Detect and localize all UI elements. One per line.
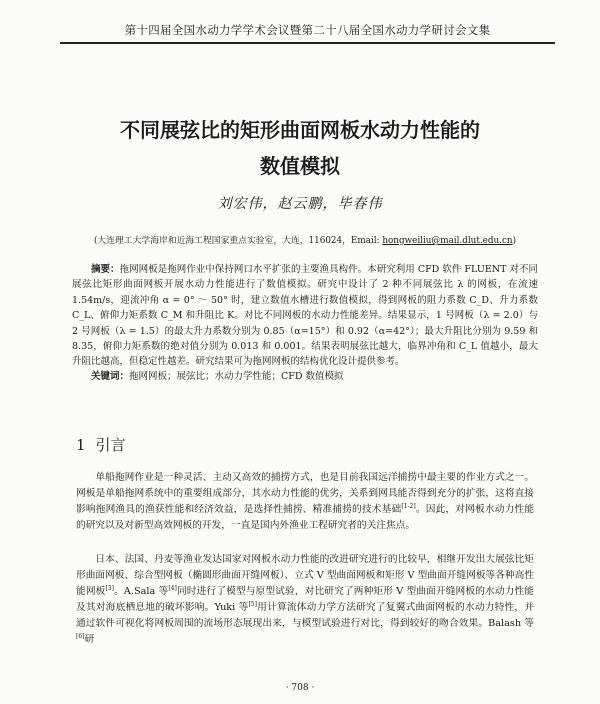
paragraph-2-text-a: 日本、法国、丹麦等渔业发达国家对网板水动力性能的改进研究进行的比较早，相继开发出大展弦比矩形曲面网板、综合型网板（椭圆形曲面开缝网板）、立式 V 型曲面网板和矩形 V 型曲面开缝网板等各种高性能网板 xyxy=(76,554,534,597)
abstract-label: 摘要： xyxy=(91,264,120,275)
section-number: 1 xyxy=(76,436,86,454)
paragraph-2-text-c: 同时进行了模型与原型试验，对比研究了两种矩形 V 型曲面开缝网板的水动力性能及其对海底栖息地的破坏影响。Yuki 等 xyxy=(76,586,534,613)
citation-6[interactable]: [6] xyxy=(76,632,85,640)
paper-title xyxy=(40,112,560,184)
paragraph-2-text-b: 。A.Sala 等 xyxy=(113,586,169,597)
abstract-text: 拖网网板是拖网作业中保持网口水平扩张的主要渔具构件。本研究利用 CFD 软件 FLUENT 对不同展弦比矩形曲面网板开展水动力性能进行了数值模拟。研究中设计了 2 种不同展弦比 λ 的网板，在流速 1.54m/s，迎流冲角 α = 0° ～ 50° 时，建立数值水槽进行数值模拟，得到网板的阻力系数 C_D、升力系数 C_L、俯仰力矩系数 C_M 和升阻比 K。对比不同网板的水动力性能差异。结果显示，1 号网板（λ = 2.0）与 2 号网板（λ = 1.5）的最大升力系数分别为 0.85（α=15°）和 0.92（α=42°）；最大升阻比分别为 9.59 和 8.35，俯仰力矩系数的绝对值分别为 0.013 和 0.001。结果表明展弦比越大，临界冲角和 C_L 值越小，最大升阻比越高，但稳定性越差。研究结果可为拖网网板的结构优化设计提供参考。 xyxy=(72,264,538,368)
citation-3[interactable]: [3] xyxy=(105,584,114,592)
citation-5[interactable]: [5] xyxy=(248,600,257,608)
abstract xyxy=(72,262,538,370)
conference-name: 第十四届全国水动力学学术会议暨第二十八届全国水动力学研讨会文集 xyxy=(124,23,491,37)
paragraph-2-text-e: 研 xyxy=(84,634,95,645)
title-line-2: 数值模拟 xyxy=(260,154,340,178)
affiliation-close: ) xyxy=(512,236,517,246)
keywords-label: 关键词： xyxy=(91,371,130,382)
section-title: 引言 xyxy=(95,436,126,454)
affiliation-text: (大连理工大学海岸和近海工程国家重点实验室，大连，116024，Email: xyxy=(93,236,383,246)
title-line-1: 不同展弦比的矩形曲面网板水动力性能的 xyxy=(120,118,480,142)
page-number: · 708 · xyxy=(285,683,315,693)
citation-4[interactable]: [4] xyxy=(168,584,177,592)
paragraph-1 xyxy=(76,470,534,534)
author-list: 刘宏伟，赵云鹏，毕春伟 xyxy=(217,196,383,212)
citation-1-2[interactable]: [1-2] xyxy=(401,502,416,510)
affiliation xyxy=(60,233,550,246)
keywords xyxy=(72,368,538,382)
section-heading xyxy=(76,434,126,455)
keywords-text: 拖网网板；展弦比；水动力学性能；CFD 数值模拟 xyxy=(129,371,344,382)
paragraph-2-text-d: 用计算流体动力学方法研究了复翼式曲面网板的水动力特性，并通过软件可视化将网板周围的流场形态展现出来，与模型试验进行对比，得到较好的吻合效果。Balash 等 xyxy=(76,602,535,629)
running-header xyxy=(60,22,555,44)
paragraph-1-text-b: 。因此，对网板水动力性能的研究以及对新型高效网板的开发，一直是国内外渔业工程研究者的关注焦点。 xyxy=(76,504,535,531)
paragraph-2 xyxy=(76,552,534,648)
author-email[interactable]: hongweiliu@mail.dlut.edu.cn xyxy=(382,236,513,246)
paragraph-1-text-a: 单船拖网作业是一种灵活、主动又高效的捕捞方式，也是目前我国远洋捕捞中最主要的作业方式之一。网板是单船拖网系统中的重要组成部分，其水动力性能的优劣，关系到网具能否得到充分的扩张，这将直接影响拖网渔具的渔获性能和经济效益，是选择性捕捞、精准捕捞的技术基础 xyxy=(76,472,534,515)
